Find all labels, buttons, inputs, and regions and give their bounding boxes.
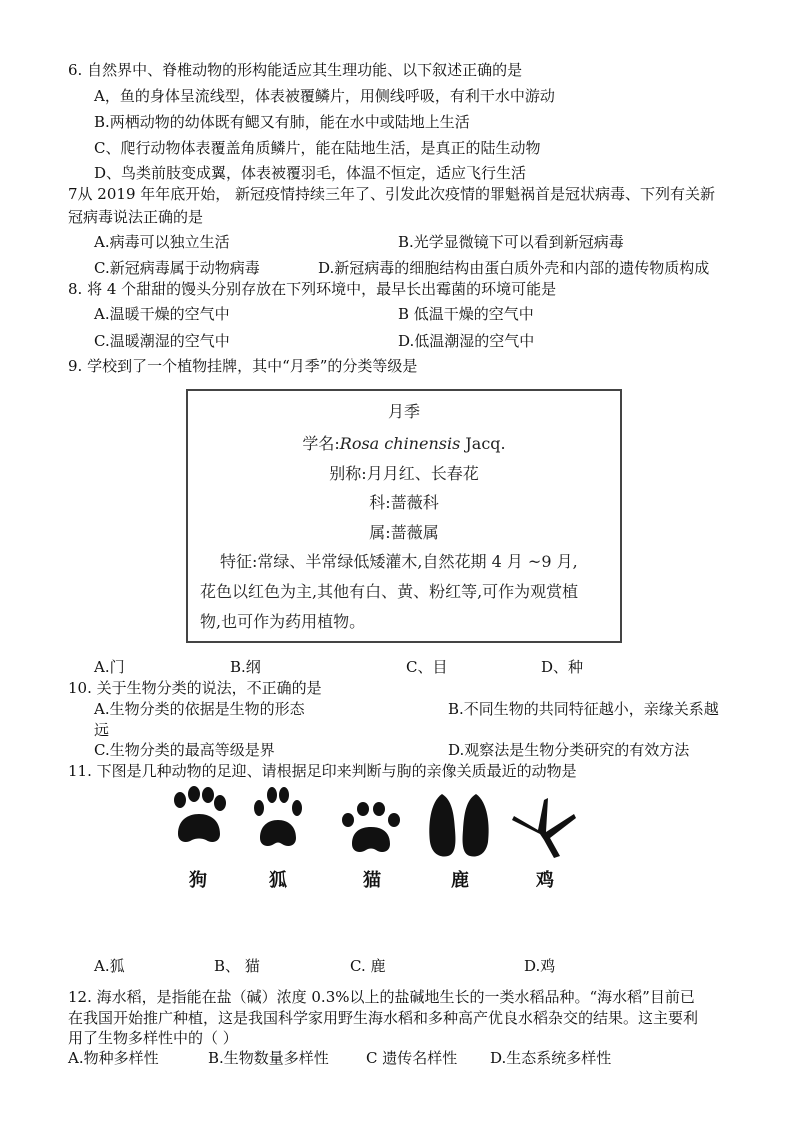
q8-option-a: A.温暖干燥的空气中 [94, 305, 230, 323]
card-family: 科:蔷薇科 [369, 493, 439, 512]
q10-option-b-wrap: 远 [94, 721, 110, 739]
q12-stem-line2: 在我国开始推广种植，这是我国科学家用野生海水稻和多种高产优良水稻杂交的结果。这主要利 [68, 1009, 699, 1027]
q6-option-c: C、爬行动物体表覆盖角质鳞片，能在陆地生活，是真正的陆生动物 [94, 139, 541, 157]
card-feature-line2: 花色以红色为主,其他有白、黄、粉红等,可作为观赏植 [200, 582, 579, 601]
q12-stem-line3: 用了生物多样性中的（ ） [68, 1029, 238, 1047]
q6-option-d: D、鸟类前肢变成翼，体表被覆羽毛，体温不恒定，适应飞行生活 [94, 164, 527, 182]
q6-stem: 6. 自然界中、脊椎动物的形构能适应其生理功能、以下叙述正确的是 [68, 61, 523, 79]
q7-stem-line2: 冠病毒说法正确的是 [68, 208, 204, 226]
q9-option-a: A.门 [94, 658, 125, 676]
chicken-label: 鸡 [536, 870, 554, 891]
q7-option-d: D.新冠病毒的细胞结构由蛋白质外壳和内部的遗传物质构成 [318, 259, 710, 277]
q6-option-b: B.两栖动物的幼体既有鳃又有肺，能在水中或陆地上生活 [94, 113, 470, 131]
q12-stem-line1: 12. 海水稻，是指能在盐（碱）浓度 0.3%以上的盐碱地生长的一类水稻品种。“海水稻”目前已 [68, 988, 695, 1006]
card-genus: 属:蔷薇属 [369, 523, 439, 542]
q10-stem: 10. 关于生物分类的说法，不正确的是 [68, 679, 322, 697]
cat-label: 猫 [363, 870, 381, 891]
q10-option-b: B.不同生物的共同特征越小，亲缘关系越 [448, 700, 719, 718]
card-scientific-name [188, 433, 620, 455]
q7-option-b: B.光学显微镜下可以看到新冠病毒 [398, 233, 624, 251]
q8-option-d: D.低温潮湿的空气中 [398, 332, 535, 350]
card-feature-line1: 特征:常绿、半常绿低矮灌木,自然花期 4 月 ~9 月, [220, 552, 578, 571]
plant-label-card [186, 389, 622, 643]
q11-option-b: B、 猫 [214, 957, 260, 975]
q12-option-b: B.生物数量多样性 [208, 1049, 329, 1067]
q10-option-a: A.生物分类的依据是生物的形态 [94, 700, 305, 718]
q8-option-b: B 低温干燥的空气中 [398, 305, 534, 323]
card-sci-italic: Rosa chinensis [339, 434, 461, 453]
q11-stem: 11. 下图是几种动物的足迎、请根据足印来判断与朐的亲像关质最近的动物是 [68, 762, 577, 780]
card-title: 月季 [387, 402, 420, 421]
card-alias: 别称:月月红、长春花 [329, 464, 479, 483]
card-sci-suffix: Jacq. [460, 434, 506, 453]
q12-option-a: A.物种多样性 [68, 1049, 159, 1067]
q8-option-c: C.温暖潮湿的空气中 [94, 332, 230, 350]
q12-option-c: C 遗传名样性 [366, 1049, 458, 1067]
q9-stem: 9. 学校到了一个植物挂牌，其中“月季”的分类等级是 [68, 357, 418, 375]
q7-option-a: A.病毒可以独立生活 [94, 233, 230, 251]
q11-option-a: A.狐 [94, 957, 125, 975]
cat-paw-print-icon [338, 800, 404, 858]
q9-option-b: B.纲 [230, 658, 261, 676]
q11-option-c: C. 鹿 [350, 957, 386, 975]
q12-option-d: D.生态系统多样性 [490, 1049, 612, 1067]
card-feature-line3: 物,也可作为药用植物。 [200, 612, 366, 631]
deer-hoof-print-icon [426, 790, 492, 860]
deer-label: 鹿 [451, 870, 469, 891]
q10-option-c: C.生物分类的最高等级是界 [94, 741, 275, 759]
q11-option-d: D.鸡 [524, 957, 556, 975]
q7-option-c: C.新冠病毒属于动物病毒 [94, 259, 260, 277]
q8-stem: 8. 将 4 个甜甜的馒头分别存放在下列环境中，最早长出霉菌的环境可能是 [68, 280, 557, 298]
dog-paw-print-icon [166, 786, 232, 856]
fox-paw-print-icon [246, 786, 310, 856]
q6-option-a: A，鱼的身体呈流线型，体表被覆鳞片，用侧线呼吸，有利干水中游动 [94, 87, 555, 105]
card-sci-prefix: 学名: [302, 434, 340, 453]
fox-label: 狐 [269, 870, 287, 891]
dog-label: 狗 [189, 870, 207, 891]
q9-option-d: D、种 [541, 658, 584, 676]
q9-option-c: C、目 [406, 658, 448, 676]
q7-stem-line1: 7从 2019 年年底开始， 新冠疫情持续三年了、引发此次疫情的罪魁祸首是冠状病毒、下列有关新 [68, 185, 716, 203]
q10-option-d: D.观察法是生物分类研究的有效方法 [448, 741, 690, 759]
chicken-foot-print-icon [508, 790, 582, 860]
